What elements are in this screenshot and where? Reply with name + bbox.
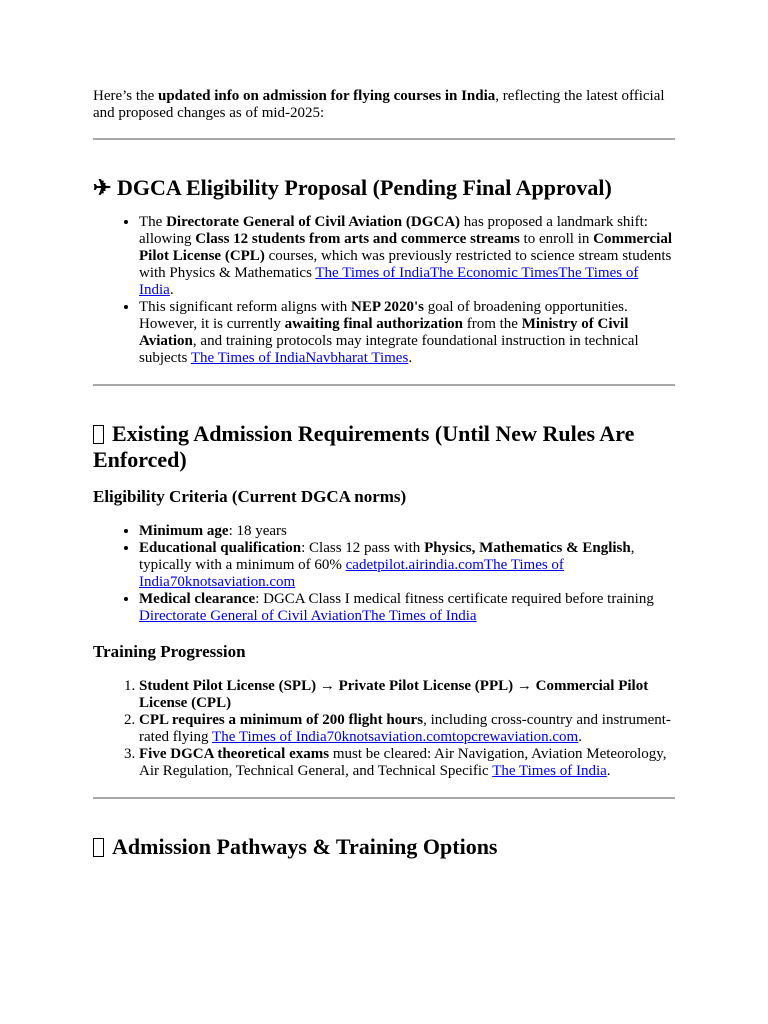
airplane-icon: ✈ [93, 175, 112, 200]
text: goal of broadening opportunities. However, it is currently [139, 299, 628, 332]
text: : DGCA Class I medical fitness certificate required before training [255, 591, 654, 607]
criterion-label: Educational qualification [139, 540, 302, 556]
list-item [139, 299, 675, 367]
section-title: Admission Pathways & Training Options [112, 834, 498, 859]
missing-glyph-icon [93, 425, 104, 444]
section-heading-existing-requirements [93, 421, 675, 473]
text: : 18 years [228, 523, 287, 539]
bold-text: CPL requires a minimum of 200 flight hours [139, 712, 424, 728]
list-item [139, 746, 675, 780]
text: courses, which was previously restricted to science stream students with Physics & Mathematics [139, 248, 672, 281]
intro-paragraph [93, 88, 675, 122]
list-item [139, 214, 675, 299]
text: , including cross-country and instrument-rated flying [139, 712, 671, 745]
section-title: DGCA Eligibility Proposal (Pending Final Approval) [116, 175, 612, 200]
text: . [169, 282, 174, 298]
intro-text-end: , reflecting the latest official and proposed changes as of mid-2025: [93, 88, 665, 121]
list-item [139, 523, 675, 540]
text: . [408, 350, 413, 366]
list-item [139, 678, 675, 712]
text: . [606, 763, 611, 779]
bold-text: Ministry of Civil Aviation [139, 316, 629, 349]
intro-text: Here’s the [93, 88, 158, 104]
bold-text: Student Pilot License (SPL) → Private Pilot License (PPL) → Commercial Pilot License (CPL) [139, 678, 649, 711]
intro-bold: updated info on admission for flying courses in India [157, 88, 496, 104]
list-item [139, 540, 675, 591]
bold-text: Directorate General of Civil Aviation (DGCA) [166, 214, 461, 230]
list-item [139, 591, 675, 625]
section-heading-admission-pathways [93, 834, 675, 860]
text: . [578, 729, 582, 745]
section-title: Existing Admission Requirements (Until New Rules Are Enforced) [93, 421, 635, 472]
document-page [93, 88, 675, 860]
text: This significant reform aligns with [139, 299, 352, 315]
steps-list [93, 678, 675, 780]
text: The [139, 214, 167, 230]
source-link[interactable]: The Times of India [492, 763, 607, 779]
source-link[interactable]: Directorate General of Civil AviationThe Times of India [139, 608, 477, 624]
criterion-label: Medical clearance [139, 591, 256, 607]
text: : Class 12 pass with [301, 540, 425, 556]
bold-text: NEP 2020's [351, 299, 424, 315]
source-link[interactable]: The Times of IndiaNavbharat Times [190, 350, 409, 366]
bold-text: Class 12 students from arts and commerce streams [195, 231, 520, 247]
text: must be cleared: Air Navigation, Aviation Meteorology, Air Regulation, Technical General, and Technical Specific [139, 746, 667, 779]
proposal-list [93, 214, 675, 367]
missing-glyph-icon [93, 838, 104, 857]
source-link[interactable]: cadetpilot.airindia.comThe Times of India70knotsaviation.com [139, 557, 564, 590]
list-item [139, 712, 675, 746]
text: to enroll in [519, 231, 594, 247]
divider [93, 384, 675, 386]
source-link[interactable]: The Times of IndiaThe Economic TimesThe Times of India [139, 265, 639, 298]
subheading-eligibility: Eligibility Criteria (Current DGCA norms) [93, 487, 407, 506]
section-heading-dgca-proposal [93, 175, 675, 201]
text: , typically with a minimum of 60% [139, 540, 635, 573]
bold-text: Five DGCA theoretical exams [139, 746, 330, 762]
divider [93, 797, 675, 799]
criteria-list [93, 523, 675, 625]
bold-text: Physics, Mathematics & English [424, 540, 631, 556]
criterion-label: Minimum age [139, 523, 229, 539]
subheading-training-progression: Training Progression [93, 642, 246, 661]
text: , and training protocols may integrate foundational instruction in technical subjects [139, 333, 639, 366]
divider [93, 138, 675, 140]
bold-text: awaiting final authorization [284, 316, 463, 332]
text: from the [462, 316, 522, 332]
source-link[interactable]: The Times of India70knotsaviation.comtopcrewaviation.com [212, 729, 579, 745]
text: has proposed a landmark shift: allowing [139, 214, 648, 247]
bold-text: Commercial Pilot License (CPL) [139, 231, 672, 264]
